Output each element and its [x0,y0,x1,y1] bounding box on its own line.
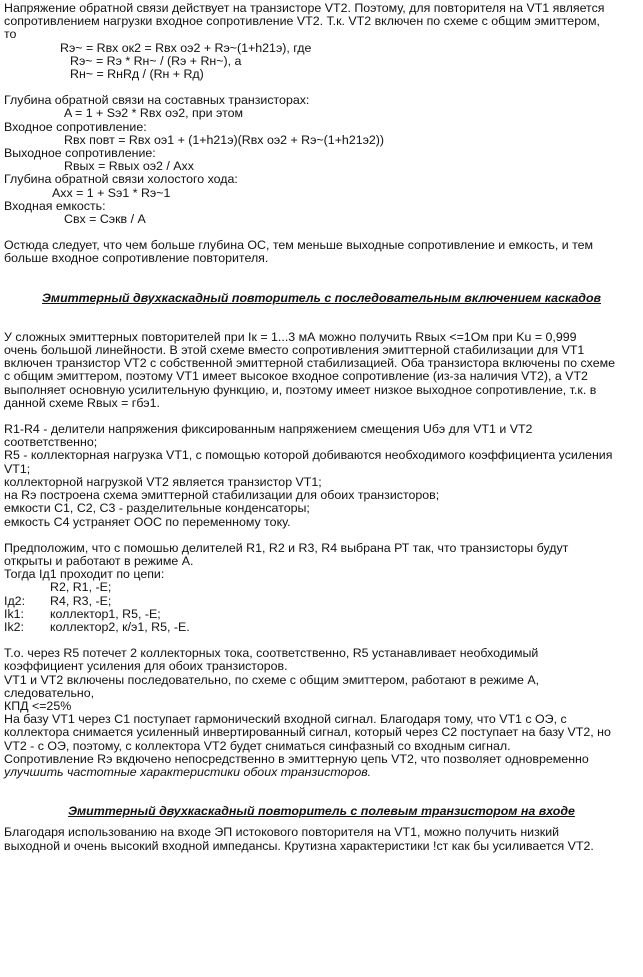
formula-line: Axx = 1 + Sэ1 * Rэ~1 [52,185,171,200]
circuit-row [4,581,639,594]
formula-line: A = 1 + Sэ2 * Rвх оэ2, при этом [64,106,244,121]
text-line: емкость C4 устраняет ООС по переменному току. [4,514,291,529]
formula-line: Rвых = Rвых оэ2 / Axx [64,159,194,174]
formula-line: Rэ~ = Rэ * Rн~ / (Rэ + Rн~), а [70,53,242,68]
text-line: выполняет основную усилительную функцию, и, поэтому имеет низкое выходное сопротивление, т.к. в [4,382,597,397]
circuit-path: R4, R3, -E; [50,593,112,608]
section-label: Глубина обратной связи на составных транзисторах: [4,93,310,108]
circuit-label: Ik1: [4,606,24,621]
formula-line: Cвх = Cэкв / A [64,212,146,227]
text-line: открыты и работают в режиме А. [4,553,194,568]
text-line: улучшить частотные характеристики обоих транзисторов. [4,764,372,779]
text-line: больше входное сопротивление повторителя. [4,251,269,266]
circuit-path: R2, R1, -E; [50,580,112,595]
text-line: на Rэ построена схема эмиттерной стабилизации для обоих транзисторов; [4,488,440,503]
text-line: Напряжение обратной связи действует на транзисторе VT2. Поэтому, для повторителя на VT1 является [4,1,605,15]
text-line: следовательно, [4,685,95,700]
text-line: VT2 - с ОЭ, поэтому, с коллектора VT2 будет сниматься синфазный со входным сигнал. [4,738,511,753]
text-line: Остюда следует, что чем больше глубина ОС, тем меньше выходные сопротивление и емкость, и тем [4,238,594,253]
circuit-label: Iд2: [4,593,26,608]
formula-line: Rвх повт = Rвх оэ1 + (1+h21э)(Rвх оэ2 + Rэ~(1+h21э2)) [64,132,385,147]
text-line: коллектора снимается усиленный инвертированный сигнал, который через C2 поступает на базу VT2, но [4,725,611,740]
text-line: КПД <=25% [4,698,72,713]
section-label: Входная емкость: [4,198,106,213]
text-line: сопротивлением нагрузки входное сопротивление VT2. Т.к. VT2 включен по схеме с общим эмиттером, [4,14,600,29]
section-label: Входное сопротивление: [4,119,147,134]
text-line: коэффициент усиления для обоих транзисторов. [4,659,288,674]
text-line: R5 - коллекторная нагрузка VT1, с помощью которой добиваются необходимого коэффициента усиления [4,448,613,463]
text-line: с общим эмиттером, поэтому VT1 имеет высокое входное сопротивление (из-за наличия VT2), а VT2 [4,369,588,384]
circuit-label [4,581,50,594]
text-line: включен транзистор VT2 с собственной эмиттерной стабилизацией. Оба транзистора включены по схеме [4,356,616,371]
text-line: очень большой линейности. В этой схеме вместо сопротивления эмиттерной стабилизации для VT1 [4,343,585,358]
text-line: Предположим, что с помошью делителей R1, R2 и R3, R4 выбрана РТ так, что транзисторы будут [4,540,569,555]
circuit-row [4,595,639,608]
text-line: VT1 и VT2 включены последовательно, по схеме с общим эмиттером, работают в режиме А, [4,672,540,687]
text-line: R1-R4 - делители напряжения фиксированным напряжением смещения Uбэ для VT1 и VT2 [4,422,533,437]
section-label: Глубина обратной связи холостого хода: [4,172,238,187]
text-line: коллекторной нагрузкой VT2 является транзистор VT1; [4,474,322,489]
circuit-label: Ik2: [4,619,24,634]
section-heading: Эмиттерный двухкаскадный повторитель с последовательным включением каскадов [42,290,601,305]
section-heading: Эмиттерный двухкаскадный повторитель с полевым транзистором на входе [68,804,575,819]
circuit-row [4,608,639,621]
text-line: соответственно; [4,435,98,450]
circuit-path: коллектор2, к/э1, R5, -E. [50,619,190,634]
text-line: емкости C1, C2, C3 - разделительные конденсаторы; [4,501,310,516]
circuit-row [4,621,639,634]
text-line: выходной и очень высокий входной импедансы. Крутизна характеристики !ст как бы усиливается VT2. [4,838,594,853]
text-line: Тогда Iд1 проходит по цепи: [4,567,165,582]
formula-line: Rн~ = RнRд / (Rн + Rд) [70,67,204,82]
text-line: то [4,27,17,42]
text-line: VT1; [4,461,31,476]
text-line: Благодаря использованию на входе ЭП истокового повторителя на VT1, можно получить низкий [4,825,560,840]
section-label: Выходное сопротивление: [4,146,156,161]
text-line: Т.о. через R5 потечет 2 коллекторных тока, соответственно, R5 устанавливает необходимый [4,646,539,661]
text-line: У сложных эмиттерных повторителей при Iк = 1...3 мА можно получить Rвых <=1Ом при Ku = 0,999 [4,329,577,344]
text-line: Сопротивление Rэ вкдючено непосредственно в эмиттерную цепь VT2, что позволяет одновременно [4,751,589,766]
formula-line: Rэ~ = Rвх ок2 = Rвх оэ2 + Rэ~(1+h21э), где [60,40,312,55]
text-line: На базу VT1 через C1 поступает гармонический входной сигнал. Благодаря тому, что VT1 с ОЭ, с [4,712,567,727]
text-line: данной схеме Rвых = гбэ1. [4,395,160,410]
circuit-path: коллектор1, R5, -E; [50,606,161,621]
